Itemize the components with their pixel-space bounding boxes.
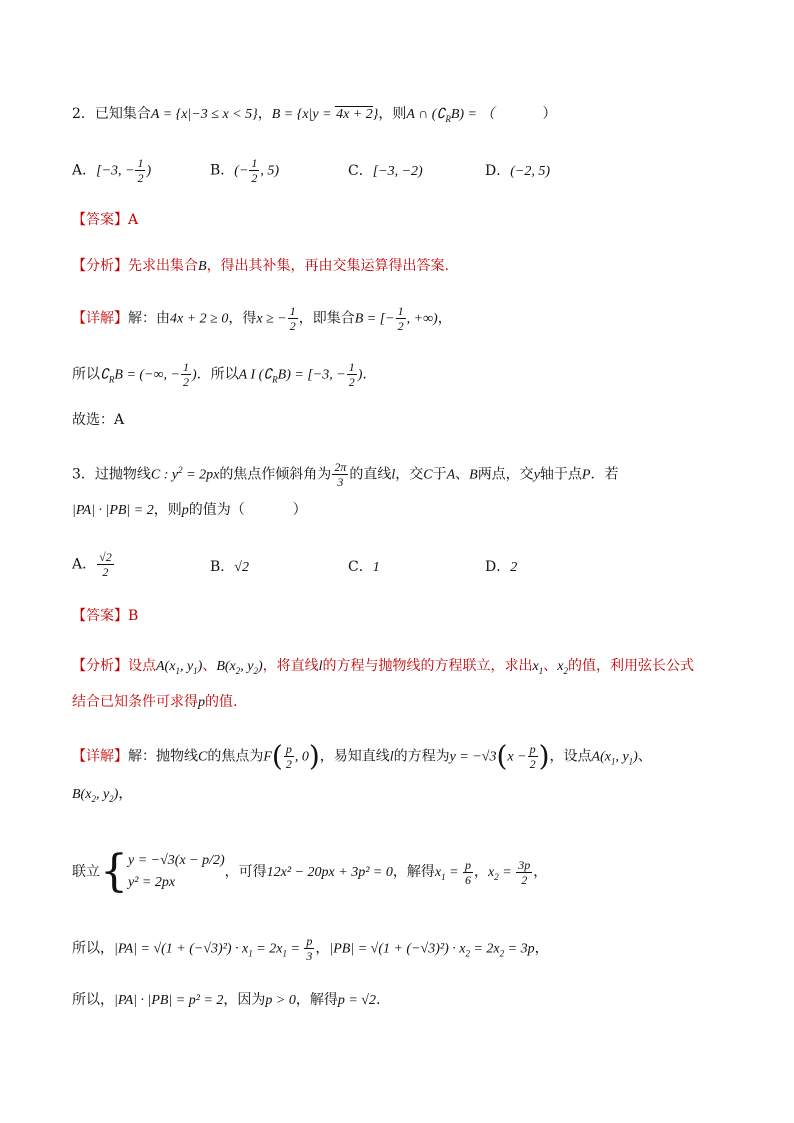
- q2-frac-num: 1: [182, 360, 189, 374]
- q3-pb-len: |PB| = √(1 + (−√3)²) · x: [329, 941, 466, 957]
- q3-pt-a: A: [446, 467, 456, 483]
- q2-set-a: A = {x|−3 ≤ x < 5}: [150, 107, 258, 122]
- q3-sub1: 1: [628, 756, 634, 767]
- q3-pa-num: p: [306, 934, 313, 948]
- q3-focus-frac: [284, 742, 294, 771]
- q3-analysis-line1: [72, 656, 694, 681]
- q2-line2-p1: 所以: [72, 366, 100, 383]
- q3-final-expr: |PA| · |PB| = p² = 2: [114, 993, 224, 1008]
- q2-line2-inter: A I (∁: [238, 367, 273, 383]
- q3-option-a-num: √2: [99, 550, 112, 564]
- q2-option-c-text: [−3, −2): [372, 164, 423, 179]
- q2-detail-p1: 解：由: [128, 310, 170, 327]
- q3-pb-val: = 3p: [504, 941, 535, 957]
- q3-focus-rparen: ): [308, 739, 320, 773]
- q3-p-letter: p: [181, 503, 189, 518]
- q2-analysis-b: B: [198, 259, 207, 274]
- q2-line2-frac-1: [181, 360, 191, 389]
- q3-focus-num: p: [285, 742, 292, 756]
- q3-stem-p10: ，则: [153, 502, 182, 518]
- q3-stem-p8: 轴于点: [539, 466, 582, 483]
- q2-detail-b: B = [−: [354, 311, 395, 327]
- q3-sub1: 1: [538, 665, 544, 676]
- q3-sub2: 2: [499, 948, 505, 959]
- q2-set-b-prefix: B = {x|y =: [271, 107, 336, 122]
- q3-sub2: 2: [563, 665, 568, 676]
- q3-analysis-p5: 、: [543, 658, 558, 674]
- q2-option-d-label: D．: [485, 163, 511, 179]
- q3-pa-len-end: = 2x: [252, 941, 283, 957]
- q2-option-a-frac: [135, 156, 145, 185]
- q2-frac-num: 1: [289, 304, 296, 318]
- q2-option-c: [348, 160, 423, 180]
- q3-x1-frac: [463, 858, 473, 887]
- q3-stem-p4: ，交: [395, 466, 424, 483]
- q3-stem-p1: 3．过抛物线: [72, 466, 151, 483]
- q2-option-a-left: [−3, −: [96, 163, 135, 179]
- q3-answer-value: B: [128, 608, 139, 624]
- q3-pa-den: 3: [306, 949, 313, 963]
- q3-line-eq: y = −√3: [449, 749, 497, 765]
- q3-curve: C : y: [150, 467, 179, 483]
- q3-sub2: 2: [235, 665, 241, 676]
- q2-line2-comp: ∁: [100, 367, 109, 383]
- q3-detail-p3: ，易知直线: [319, 748, 390, 765]
- q3-sub2: 2: [494, 871, 499, 882]
- q3-x1-den: 6: [465, 872, 472, 887]
- q2-option-d: [485, 160, 550, 180]
- q2-line2-p2: ．所以: [196, 366, 239, 383]
- q3-final-cond: p > 0: [265, 993, 296, 1008]
- q3-get-p1: ，可得: [224, 864, 267, 880]
- q3-angle-frac: [332, 460, 348, 489]
- q3-close: ): [113, 787, 119, 802]
- q3-stem-end: ）: [292, 502, 307, 518]
- q3-option-a-den: 2: [102, 565, 109, 579]
- q3-stem-p6: 、: [455, 466, 470, 483]
- q3-x2-den: 2: [521, 872, 528, 887]
- q2-ask-prefix: ，则: [378, 106, 407, 122]
- q3-line-lparen: (: [496, 739, 508, 773]
- q3-pa-len: |PA| = √(1 + (−√3)²) · x: [114, 941, 249, 957]
- q2-analysis: [72, 256, 449, 277]
- q3-option-a-label: A．: [72, 556, 97, 573]
- q3-cond: |PA| · |PB| = 2: [72, 503, 154, 518]
- q2-option-d-text: (−2, 5): [510, 164, 551, 179]
- q3-analysis-line2-end: 的值.: [205, 694, 238, 710]
- q3-option-b: [210, 556, 249, 576]
- q3-final-p1: 所以，: [72, 992, 114, 1008]
- q3-sys-2: y² = 2px: [128, 875, 176, 890]
- q3-option-c-label: C．: [348, 559, 373, 575]
- q3-line-l: l: [318, 659, 323, 674]
- q3-option-a-frac: [97, 550, 114, 579]
- q3-x2: x: [488, 865, 495, 880]
- q2-option-a-num: 1: [137, 156, 144, 170]
- q3-length-line: 所以，$|PA| = √(1 + (-√3)^2) \cdot x_1 = 2x_1$ = $\frac{p}{3}$ ，$|PB| = √(1 + (-√3)^2) \cdot x_2 = 2x_2 = 3p$，: [72, 934, 549, 963]
- q3-option-c-text: 1: [372, 560, 380, 575]
- q3-analysis-p4: 的方程与抛物线的方程联立，求出: [322, 658, 533, 674]
- q3-analysis-tag: 【分析】: [72, 658, 128, 674]
- q3-x2-frac: [516, 858, 532, 887]
- q3-get-p3: ，: [474, 864, 489, 880]
- q3-analysis-line2: [72, 692, 237, 713]
- q3-stem-p11: 的值为（: [188, 502, 245, 518]
- q2-answer-tag: 【答案】: [72, 212, 128, 228]
- q3-line-eq-x: x −: [507, 749, 527, 765]
- q3-y-axis: y: [533, 467, 540, 483]
- q3-final-res: p = √2: [337, 993, 376, 1008]
- q3-analysis-x2: x: [557, 659, 564, 674]
- q3-stem-line2: [72, 500, 307, 521]
- q3-pt-b: B: [469, 467, 478, 483]
- q3-final-p3: ，解得: [295, 992, 338, 1008]
- q3-analysis-x1: x: [532, 659, 539, 674]
- q3-sub1: 1: [610, 756, 616, 767]
- q3-detail-p7: ，: [118, 786, 133, 802]
- q3-answer-tag: 【答案】: [72, 608, 128, 624]
- q3-p-letter: p: [198, 695, 205, 710]
- q2-detail-ineq: 4x + 2 ≥ 0: [170, 311, 229, 327]
- q3-get-p2: ，解得: [392, 864, 435, 880]
- q2-detail-frac-2: [396, 304, 406, 333]
- q3-option-d-text: 2: [510, 560, 518, 575]
- q3-analysis-p3: ，将直线: [262, 658, 319, 674]
- q2-line2-inter-end: ): [357, 367, 363, 383]
- q3-option-d-label: D．: [485, 559, 511, 575]
- q3-sys-1: y = −√3(x − p/2): [128, 853, 225, 868]
- q3-angle-den: 3: [337, 475, 344, 490]
- q2-set-b-radicand: 4x + 2: [336, 107, 373, 122]
- q2-line2-inter-mid: B) = [−3, −: [277, 367, 346, 383]
- q3-focus-end: , 0: [294, 749, 309, 765]
- q2-detail-p2: ，得: [228, 310, 257, 327]
- q2-option-b-num: 1: [251, 156, 258, 170]
- q3-detail-p6: 、: [637, 748, 652, 765]
- q3-system-line: 联立{ y = −√3(x − p/2) y² = 2px ，可得12x² − 20px + 3p² = 0，解得$x_1$ = $\frac{p}{6}$ ，$x_2$ = $\frac{3p}{2}$ ，: [72, 846, 548, 897]
- q3-analysis-b: B(x: [216, 659, 236, 674]
- q3-comma-1: ，: [315, 940, 330, 957]
- q2-detail-line2: [72, 360, 376, 389]
- q3-detail-a: A(x: [591, 749, 611, 765]
- q2-answer: [72, 210, 138, 230]
- q3-final-p4: .: [375, 992, 381, 1008]
- q2-frac-num: 1: [397, 304, 404, 318]
- q2-detail-b-end: , +∞): [406, 311, 438, 327]
- q2-option-c-label: C．: [348, 163, 373, 179]
- q3-close: ): [197, 659, 203, 674]
- q2-analysis-p1: 先求出集合: [128, 258, 198, 274]
- q3-x2-num: 3p: [518, 857, 531, 872]
- q3-close: ): [257, 659, 263, 674]
- q3-sub1: 1: [193, 665, 198, 676]
- q2-frac-den: 2: [289, 319, 296, 333]
- q3-stem-p2: 的焦点作倾斜角为: [219, 466, 332, 483]
- q3-final-p2: ，因为: [223, 992, 266, 1008]
- q2-option-a-right: ): [146, 163, 152, 179]
- q2-option-b-den: 2: [251, 171, 258, 185]
- q3-sub1: 1: [282, 948, 287, 959]
- q3-detail-tag: 【详解】: [72, 748, 128, 765]
- q3-stem-p7: 两点，交: [477, 466, 534, 483]
- q3-lian-li: 联立: [72, 864, 100, 880]
- q3-final-line: [72, 990, 380, 1011]
- q3-x1: x: [434, 865, 442, 880]
- q3-suoyi: 所以，: [72, 940, 114, 957]
- q2-option-b-frac: [249, 156, 259, 185]
- q2-ask-end: ）: [542, 106, 557, 122]
- q3-mid-y: , y: [95, 787, 110, 802]
- q3-c-letter: C: [198, 749, 208, 765]
- q3-line-l: l: [389, 749, 394, 765]
- q3-mid-y: , y: [240, 659, 254, 674]
- q2-line2-expr-end: ): [191, 367, 197, 383]
- q3-sub1: 1: [441, 871, 446, 882]
- q2-line2-inter-sub: R: [272, 374, 278, 385]
- q2-line2-expr: B = (−∞, −: [114, 367, 180, 383]
- q2-option-b-label: B．: [210, 162, 235, 179]
- q3-line-eq-frac: [528, 742, 538, 771]
- q3-detail-p2: 的焦点为: [207, 748, 264, 765]
- q2-frac-den: 2: [182, 375, 189, 389]
- q3-stem-p3: 的直线: [349, 466, 392, 483]
- q2-stem-prefix: 2．已知集合: [72, 106, 151, 122]
- q3-system: [128, 850, 225, 894]
- q3-line-eq-den: 2: [529, 757, 536, 771]
- q3-comma-2: ，: [534, 940, 549, 957]
- q2-option-b: [210, 156, 279, 185]
- q3-mid-y: , y: [615, 749, 629, 765]
- q3-sub1: 1: [248, 948, 253, 959]
- q3-sub2: 2: [91, 793, 96, 804]
- q3-analysis-a: A(x: [156, 659, 176, 674]
- q3-focus: F: [263, 749, 272, 765]
- q3-line-l: l: [391, 467, 396, 483]
- q3-curve-end: = 2px: [182, 467, 220, 483]
- q2-line2-p3: ．: [362, 366, 377, 383]
- q3-pb-len-end: = 2x: [469, 941, 500, 957]
- q3-option-d: [485, 556, 517, 576]
- q2-frac-den: 2: [397, 319, 404, 333]
- q3-option-b-text: √2: [234, 560, 249, 575]
- q3-analysis-line2-text: 结合已知条件可求得: [72, 694, 198, 710]
- q2-analysis-tag: 【分析】: [72, 258, 128, 274]
- q3-c-letter: C: [423, 467, 433, 483]
- q3-x1-num: p: [465, 857, 472, 872]
- q3-sub2: 2: [253, 665, 258, 676]
- q2-option-a-label: A．: [72, 162, 97, 179]
- q3-system-brace: {: [100, 846, 128, 897]
- q3-focus-den: 2: [285, 757, 292, 771]
- q3-analysis-p1: 设点: [128, 658, 156, 674]
- q3-line-eq-num: p: [529, 742, 536, 756]
- q3-sub1: 1: [175, 665, 180, 676]
- q2-option-b-right: , 5): [260, 163, 280, 179]
- q2-option-b-left: (−: [234, 163, 249, 179]
- q3-focus-lparen: (: [271, 739, 283, 773]
- q3-stem-line1: [72, 460, 618, 489]
- q3-sub2: 2: [465, 948, 470, 959]
- q3-detail-b: B(x: [72, 787, 92, 802]
- q2-answer-value: A: [128, 212, 139, 228]
- q3-curve-sup: 2: [178, 465, 183, 475]
- q2-option-a: [72, 156, 151, 185]
- q3-analysis-p2: 、: [202, 658, 217, 674]
- q2-line2-comp-sub: R: [108, 374, 115, 385]
- q2-detail-p3: ，即集合: [298, 310, 355, 327]
- q3-pt-p: P: [581, 467, 591, 483]
- q2-detail-tag: 【详解】: [72, 310, 128, 327]
- q2-detail-line1: [72, 304, 452, 333]
- q3-sub2: 2: [109, 793, 114, 804]
- q3-close: ): [633, 749, 638, 765]
- q3-detail-line2: [72, 784, 132, 809]
- q3-option-b-label: B．: [210, 559, 235, 575]
- q3-detail-p5: ，设点: [549, 748, 592, 765]
- q3-detail-p1: 解：抛物线: [128, 748, 198, 765]
- q2-detail-x: x ≥ −: [256, 311, 287, 327]
- q3-stem-p9: ．若: [590, 466, 619, 483]
- q3-detail-p4: 的方程为: [393, 748, 450, 765]
- q3-detail-line1: [72, 739, 652, 773]
- q3-analysis-p6: 的值，利用弦长公式: [567, 658, 694, 674]
- q3-line-rparen: ): [538, 739, 550, 773]
- q2-ask-expr: A ∩ (∁: [406, 107, 446, 122]
- q3-option-c: [348, 556, 380, 576]
- q3-answer: [72, 606, 138, 626]
- q2-detail-frac-1: [288, 304, 298, 333]
- q2-line2-frac-2: [347, 360, 357, 389]
- q2-sep: ，: [257, 106, 272, 122]
- q2-set-b-suffix: }: [372, 107, 379, 122]
- q3-angle-num: 2π: [334, 460, 347, 475]
- q2-frac-den: 2: [348, 375, 355, 389]
- q2-option-a-den: 2: [137, 171, 144, 185]
- q3-stem-p5: 于: [432, 466, 447, 483]
- q2-ask-expr-end: B) = （: [450, 107, 495, 122]
- q3-get-p4: ，: [533, 864, 548, 880]
- q2-detail-p4: ，: [437, 310, 452, 327]
- q3-pa-frac: [304, 934, 314, 963]
- q3-quad: 12x² − 20px + 3p² = 0: [266, 865, 393, 880]
- q2-ask-sub: R: [445, 113, 451, 124]
- q2-choose: [72, 410, 124, 430]
- q2-stem: [72, 104, 557, 129]
- q2-choose-text: 故选：A: [72, 412, 125, 428]
- q3-option-a: [72, 550, 115, 579]
- q3-mid-y: , y: [179, 659, 194, 674]
- q2-analysis-p2: ，得出其补集，再由交集运算得出答案.: [206, 258, 450, 274]
- q2-frac-num: 1: [348, 360, 355, 374]
